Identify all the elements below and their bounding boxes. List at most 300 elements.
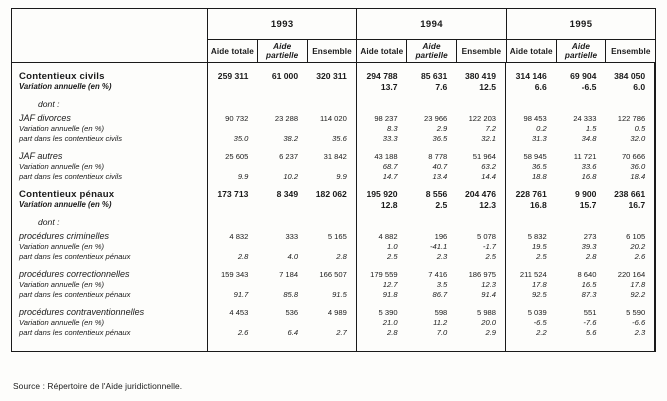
spacer-cell-8 <box>605 338 655 345</box>
spacer-cell-4 <box>407 144 457 151</box>
sub-part-7-5: 91.4 <box>456 290 506 300</box>
sub-value-2-2: 114 020 <box>307 113 357 124</box>
sub-variation-8-6: -6.5 <box>533 318 547 327</box>
sub-value-6-2: 5 165 <box>307 231 357 242</box>
group-value-0-0: 259 311 <box>217 71 249 81</box>
dont-cell-1-7 <box>556 99 606 110</box>
sub-part-6-8: 2.6 <box>605 252 655 262</box>
group-variation-0-1 <box>257 82 307 92</box>
sub-value-2-7: 24 333 <box>573 114 597 123</box>
sub-value-8-3: 5 390 <box>378 308 398 317</box>
spacer-cell-1 <box>257 338 307 345</box>
dont-cell-1-3 <box>357 99 407 110</box>
header-1993-ensemble: Ensemble <box>307 40 357 63</box>
sub-value-8-6: 5 039 <box>527 308 547 317</box>
spacer-cell-3 <box>357 262 407 269</box>
sub-variation-7-6: 17.8 <box>531 280 547 289</box>
row-sub-part <box>12 328 655 338</box>
group-variation-0-7: -6.5 <box>581 82 597 92</box>
row-sub-part <box>12 252 655 262</box>
sub-variation-8-5: 20.0 <box>456 318 506 328</box>
header-1994-ensemble: Ensemble <box>457 40 507 63</box>
group-value-0-6: 314 146 <box>515 71 547 81</box>
group-value-0-4: 85 631 <box>420 71 448 81</box>
spacer-cell-5 <box>456 262 506 269</box>
sub-value-6-3: 4 882 <box>378 232 398 241</box>
spacer-cell-7 <box>556 345 606 351</box>
dont-cell-5-7 <box>556 217 606 228</box>
spacer-cell-6 <box>506 345 556 351</box>
spacer-cell-1 <box>257 182 307 189</box>
sub-part-8-6: 2.2 <box>536 328 547 337</box>
spacer-cell-0 <box>208 144 258 151</box>
row-spacer <box>12 210 655 217</box>
spacer-cell-1 <box>257 300 307 307</box>
sub-part-2-3: 33.3 <box>382 134 398 143</box>
sub-part-6-0: 2.8 <box>237 252 249 261</box>
sub-part-8-3: 2.8 <box>387 328 398 337</box>
sub-variation-2-2 <box>307 124 357 134</box>
sub-part-7-8: 92.2 <box>605 290 655 300</box>
spacer-cell-5 <box>456 144 506 151</box>
sub-variation-3-7: 33.6 <box>581 162 597 171</box>
sub-variation-6-8: 20.2 <box>605 242 655 252</box>
row-sub-part <box>12 134 655 144</box>
sub-part-3-2: 9.9 <box>307 172 357 182</box>
row-sub-label: procédures criminelles <box>12 231 208 242</box>
sub-part-3-0: 9.9 <box>237 172 249 181</box>
row-group-variation-label: Variation annuelle (en %) <box>12 82 208 92</box>
sub-value-3-6: 58 945 <box>523 152 547 161</box>
row-spacer <box>12 92 655 99</box>
sub-value-2-8: 122 786 <box>605 113 655 124</box>
sub-part-2-0: 35.0 <box>233 134 249 143</box>
group-variation-4-5: 12.3 <box>456 200 506 210</box>
group-value-4-2: 182 062 <box>307 189 357 200</box>
sub-part-3-7: 16.8 <box>581 172 597 181</box>
row-dont-label: dont : <box>12 217 208 228</box>
spacer-cell-0 <box>208 262 258 269</box>
row-sub-part-label: part dans les contentieux pénaux <box>12 252 208 262</box>
sub-variation-7-0 <box>208 280 258 290</box>
row-dont <box>12 99 655 110</box>
header-year-1993: 1993 <box>208 9 357 40</box>
row-sub-title <box>12 307 655 318</box>
group-variation-4-8: 16.7 <box>605 200 655 210</box>
sub-value-7-8: 220 164 <box>605 269 655 280</box>
sub-value-6-0: 4 832 <box>229 232 249 241</box>
row-spacer <box>12 182 655 189</box>
spacer-cell-0 <box>208 300 258 307</box>
group-variation-0-8: 6.0 <box>605 82 655 92</box>
group-variation-0-2 <box>307 82 357 92</box>
sub-part-8-0: 2.6 <box>237 328 249 337</box>
spacer-cell-2 <box>307 63 357 71</box>
spacer-cell-0 <box>208 345 258 351</box>
row-sub-part-label: part dans les contentieux pénaux <box>12 290 208 300</box>
spacer-cell-2 <box>307 345 357 351</box>
sub-value-6-1: 333 <box>285 232 299 241</box>
header-year-1994: 1994 <box>357 9 506 40</box>
sub-variation-8-7: -7.6 <box>583 318 597 327</box>
sub-part-2-8: 32.0 <box>605 134 655 144</box>
header-1994-aide-totale: Aide totale <box>357 40 407 63</box>
sub-part-6-2: 2.8 <box>307 252 357 262</box>
dont-cell-5-8 <box>605 217 655 228</box>
row-sub-title <box>12 151 655 162</box>
spacer-cell-7 <box>556 63 606 71</box>
spacer-cell-2 <box>307 262 357 269</box>
sub-variation-3-0 <box>208 162 258 172</box>
sub-variation-3-5: 63.2 <box>456 162 506 172</box>
header-1995-aide-partielle: Aide partielle <box>556 40 606 63</box>
group-value-0-5: 380 419 <box>456 71 506 82</box>
group-value-4-5: 204 476 <box>456 189 506 200</box>
spacer-cell-7 <box>556 210 606 217</box>
spacer-cell-1 <box>257 262 307 269</box>
sub-value-2-1: 23 288 <box>274 114 299 123</box>
table-rows-container <box>12 63 655 351</box>
group-value-4-0: 173 713 <box>217 189 249 199</box>
sub-variation-2-3: 8.3 <box>387 124 398 133</box>
sub-value-3-7: 11 721 <box>573 152 597 161</box>
sub-variation-3-6: 36.5 <box>531 162 547 171</box>
dont-cell-1-4 <box>407 99 457 110</box>
row-sub-variation <box>12 124 655 134</box>
sub-value-6-5: 5 078 <box>456 231 506 242</box>
group-value-4-1: 8 349 <box>276 189 299 199</box>
statistics-table <box>11 8 656 352</box>
spacer-cell-7 <box>556 262 606 269</box>
sub-variation-7-3: 12.7 <box>382 280 398 289</box>
group-variation-4-2 <box>307 200 357 210</box>
sub-part-7-7: 87.3 <box>581 290 597 299</box>
spacer-cell-0 <box>208 182 258 189</box>
sub-part-2-4: 36.5 <box>432 134 448 143</box>
sub-variation-8-3: 21.0 <box>382 318 398 327</box>
sub-value-8-5: 5 988 <box>456 307 506 318</box>
spacer-cell-6 <box>506 300 556 307</box>
group-variation-4-4: 2.5 <box>435 200 448 210</box>
row-group-label: Contentieux civils <box>12 71 208 82</box>
dont-cell-5-6 <box>506 217 556 228</box>
sub-variation-3-1 <box>257 162 307 172</box>
sub-value-8-8: 5 590 <box>605 307 655 318</box>
sub-variation-8-0 <box>208 318 258 328</box>
group-value-0-2: 320 311 <box>307 71 357 82</box>
spacer-cell-0 <box>208 63 258 71</box>
sub-part-7-6: 92.5 <box>531 290 547 299</box>
row-sub-label: procédures correctionnelles <box>12 269 208 280</box>
spacer-cell-5 <box>456 300 506 307</box>
table-header-years <box>12 9 656 40</box>
sub-value-7-3: 179 559 <box>370 270 398 279</box>
spacer-cell-3 <box>357 144 407 151</box>
sub-value-8-4: 598 <box>434 308 448 317</box>
sub-part-3-6: 18.8 <box>531 172 547 181</box>
sub-value-7-6: 211 524 <box>519 270 547 279</box>
sub-part-8-2: 2.7 <box>307 328 357 338</box>
sub-part-3-3: 14.7 <box>382 172 398 181</box>
spacer-cell-0 <box>208 338 258 345</box>
sub-value-6-4: 196 <box>434 232 448 241</box>
spacer-cell-8 <box>605 262 655 269</box>
spacer-cell-3 <box>357 210 407 217</box>
spacer-cell-4 <box>407 182 457 189</box>
row-sub-part <box>12 290 655 300</box>
spacer-cell-7 <box>556 338 606 345</box>
spacer-cell-6 <box>506 182 556 189</box>
spacer-cell-6 <box>506 63 556 71</box>
sub-variation-8-1 <box>257 318 307 328</box>
header-year-1995: 1995 <box>506 9 655 40</box>
header-1995-ensemble: Ensemble <box>606 40 656 63</box>
spacer-cell-5 <box>456 210 506 217</box>
sub-variation-2-4: 2.9 <box>436 124 448 133</box>
sub-value-8-1: 536 <box>285 308 299 317</box>
row-sub-part <box>12 172 655 182</box>
sub-variation-2-6: 0.2 <box>536 124 547 133</box>
dont-cell-1-8 <box>605 99 655 110</box>
sub-variation-3-3: 68.7 <box>382 162 398 171</box>
sub-part-3-8: 18.4 <box>605 172 655 182</box>
row-sub-variation-label: Variation annuelle (en %) <box>12 124 208 134</box>
row-sub-variation-label: Variation annuelle (en %) <box>12 242 208 252</box>
row-dont-label: dont : <box>12 99 208 110</box>
spacer-cell-5 <box>456 63 506 71</box>
spacer-cell-1 <box>257 63 307 71</box>
spacer-cell-8 <box>605 182 655 189</box>
row-sub-variation-label: Variation annuelle (en %) <box>12 162 208 172</box>
row-sub-variation <box>12 162 655 172</box>
row-sub-part-label: part dans les contentieux civils <box>12 134 208 144</box>
group-value-0-3: 294 788 <box>366 71 398 81</box>
sub-part-8-8: 2.3 <box>605 328 655 338</box>
sub-value-6-6: 5 832 <box>527 232 547 241</box>
sub-variation-6-1 <box>257 242 307 252</box>
sub-variation-6-6: 19.5 <box>531 242 547 251</box>
spacer-cell-8 <box>605 345 655 351</box>
spacer-cell-8 <box>605 144 655 151</box>
spacer-cell-4 <box>407 300 457 307</box>
dont-cell-1-1 <box>257 99 307 110</box>
sub-variation-8-4: 11.2 <box>433 318 448 327</box>
sub-variation-7-5: 12.3 <box>456 280 506 290</box>
header-1995-aide-totale: Aide totale <box>506 40 556 63</box>
sub-value-3-8: 70 666 <box>605 151 655 162</box>
source-note: Source : Répertoire de l'Aide juridictionnelle. <box>13 381 183 391</box>
group-value-4-6: 228 761 <box>515 189 547 199</box>
group-value-4-4: 8 556 <box>425 189 448 199</box>
row-sub-variation-label: Variation annuelle (en %) <box>12 318 208 328</box>
row-spacer <box>12 144 655 151</box>
sub-value-3-4: 8 778 <box>428 152 448 161</box>
group-variation-4-1 <box>257 200 307 210</box>
spacer-cell-7 <box>556 300 606 307</box>
group-value-0-8: 384 050 <box>605 71 655 82</box>
sub-value-3-3: 43 188 <box>374 152 398 161</box>
sub-variation-7-8: 17.8 <box>605 280 655 290</box>
sub-part-2-7: 34.8 <box>581 134 597 143</box>
spacer-cell-4 <box>407 338 457 345</box>
spacer-cell-3 <box>357 345 407 351</box>
sub-part-6-1: 4.0 <box>287 252 299 261</box>
sub-variation-3-2 <box>307 162 357 172</box>
sub-value-7-1: 7 184 <box>279 270 299 279</box>
spacer-cell-1 <box>257 92 307 99</box>
row-spacer <box>12 63 655 71</box>
table-body-cell <box>12 63 656 352</box>
dont-cell-1-5 <box>456 99 506 110</box>
header-1993-aide-partielle: Aide partielle <box>257 40 307 63</box>
sub-variation-6-0 <box>208 242 258 252</box>
spacer-cell-4 <box>407 262 457 269</box>
header-label-corner <box>12 9 208 63</box>
sub-part-8-7: 5.6 <box>585 328 597 337</box>
sub-part-8-4: 7.0 <box>436 328 448 337</box>
sub-variation-8-8: -6.6 <box>605 318 655 328</box>
group-variation-0-5: 12.5 <box>456 82 506 92</box>
table-body <box>12 63 656 352</box>
sub-value-8-7: 551 <box>583 308 597 317</box>
spacer-cell-1 <box>257 210 307 217</box>
spacer-cell-8 <box>605 210 655 217</box>
spacer-cell-2 <box>307 182 357 189</box>
dont-cell-5-4 <box>407 217 457 228</box>
sub-value-3-2: 31 842 <box>307 151 357 162</box>
sub-variation-6-3: 1.0 <box>387 242 398 251</box>
row-sub-part-label: part dans les contentieux pénaux <box>12 328 208 338</box>
row-sub-variation <box>12 242 655 252</box>
sub-variation-6-7: 39.3 <box>581 242 597 251</box>
sub-variation-2-5: 7.2 <box>456 124 506 134</box>
row-sub-label: JAF autres <box>12 151 208 162</box>
group-variation-0-3: 13.7 <box>380 82 398 92</box>
spacer-cell-2 <box>307 92 357 99</box>
group-value-4-8: 238 661 <box>605 189 655 200</box>
spacer-cell-3 <box>357 63 407 71</box>
spacer-cell-2 <box>307 210 357 217</box>
header-1993-aide-totale: Aide totale <box>208 40 258 63</box>
dont-cell-1-2 <box>307 99 357 110</box>
row-sub-title <box>12 113 655 124</box>
spacer-cell-7 <box>556 92 606 99</box>
sub-variation-7-7: 16.5 <box>581 280 597 289</box>
sub-value-2-4: 23 966 <box>424 114 448 123</box>
spacer-cell-6 <box>506 144 556 151</box>
sub-variation-7-1 <box>257 280 307 290</box>
sub-part-3-5: 14.4 <box>456 172 506 182</box>
sub-variation-7-4: 3.5 <box>436 280 448 289</box>
dont-cell-1-0 <box>208 99 258 110</box>
sub-part-2-6: 31.3 <box>531 134 547 143</box>
row-spacer <box>12 300 655 307</box>
group-variation-0-4: 7.6 <box>435 82 448 92</box>
spacer-cell-5 <box>456 92 506 99</box>
sub-part-7-3: 91.8 <box>382 290 398 299</box>
sub-part-6-7: 2.8 <box>585 252 597 261</box>
row-spacer <box>12 262 655 269</box>
header-1994-aide-partielle: Aide partielle <box>407 40 457 63</box>
spacer-cell-6 <box>506 92 556 99</box>
spacer-cell-2 <box>307 338 357 345</box>
row-spacer <box>12 345 655 351</box>
spacer-cell-4 <box>407 345 457 351</box>
spacer-cell-5 <box>456 345 506 351</box>
sub-variation-3-8: 36.0 <box>605 162 655 172</box>
sub-part-6-6: 2.5 <box>536 252 547 261</box>
sub-value-2-0: 90 732 <box>225 114 249 123</box>
spacer-cell-7 <box>556 182 606 189</box>
sub-part-3-4: 13.4 <box>432 172 448 181</box>
row-sub-label: procédures contraventionnelles <box>12 307 208 318</box>
group-value-0-1: 61 000 <box>271 71 299 81</box>
sub-value-2-5: 122 203 <box>456 113 506 124</box>
dont-cell-1-6 <box>506 99 556 110</box>
sub-variation-8-2 <box>307 318 357 328</box>
sub-value-7-4: 7 416 <box>428 270 448 279</box>
sub-value-8-2: 4 989 <box>307 307 357 318</box>
sub-variation-3-4: 40.7 <box>432 162 448 171</box>
sub-variation-2-0 <box>208 124 258 134</box>
group-value-0-7: 69 904 <box>570 71 597 81</box>
group-value-4-3: 195 920 <box>366 189 398 199</box>
spacer-cell-8 <box>605 63 655 71</box>
group-variation-4-3: 12.8 <box>380 200 398 210</box>
sub-part-3-1: 10.2 <box>283 172 299 181</box>
spacer-cell-2 <box>307 300 357 307</box>
spacer-cell-0 <box>208 210 258 217</box>
sub-variation-2-1 <box>257 124 307 134</box>
sub-part-6-5: 2.5 <box>456 252 506 262</box>
group-value-4-7: 9 900 <box>574 189 597 199</box>
sub-part-7-0: 91.7 <box>233 290 249 299</box>
row-dont <box>12 217 655 228</box>
spacer-cell-6 <box>506 338 556 345</box>
spacer-cell-0 <box>208 92 258 99</box>
sub-part-2-2: 35.6 <box>307 134 357 144</box>
row-group-title <box>12 71 655 82</box>
row-group-variation <box>12 82 655 92</box>
spacer-cell-7 <box>556 144 606 151</box>
row-sub-title <box>12 231 655 242</box>
sub-part-7-4: 86.7 <box>432 290 448 299</box>
sub-part-8-1: 6.4 <box>287 328 299 337</box>
sub-part-8-5: 2.9 <box>456 328 506 338</box>
spacer-cell-4 <box>407 210 457 217</box>
row-group-label: Contentieux pénaux <box>12 189 208 200</box>
sub-value-8-0: 4 453 <box>229 308 249 317</box>
spacer-cell-6 <box>506 262 556 269</box>
spacer-cell-3 <box>357 338 407 345</box>
group-variation-0-6: 6.6 <box>534 82 547 92</box>
spacer-cell-2 <box>307 144 357 151</box>
row-sub-variation-label: Variation annuelle (en %) <box>12 280 208 290</box>
dont-cell-5-0 <box>208 217 258 228</box>
spacer-cell-3 <box>357 92 407 99</box>
row-spacer <box>12 338 655 345</box>
group-variation-4-6: 16.8 <box>530 200 547 210</box>
group-variation-4-7: 15.7 <box>579 200 597 210</box>
spacer-cell-1 <box>257 144 307 151</box>
sub-value-2-6: 98 453 <box>523 114 547 123</box>
dont-cell-5-1 <box>257 217 307 228</box>
row-sub-variation <box>12 280 655 290</box>
spacer-cell-3 <box>357 182 407 189</box>
group-variation-0-0 <box>208 82 258 92</box>
sub-variation-6-5: -1.7 <box>456 242 506 252</box>
spacer-cell-5 <box>456 338 506 345</box>
